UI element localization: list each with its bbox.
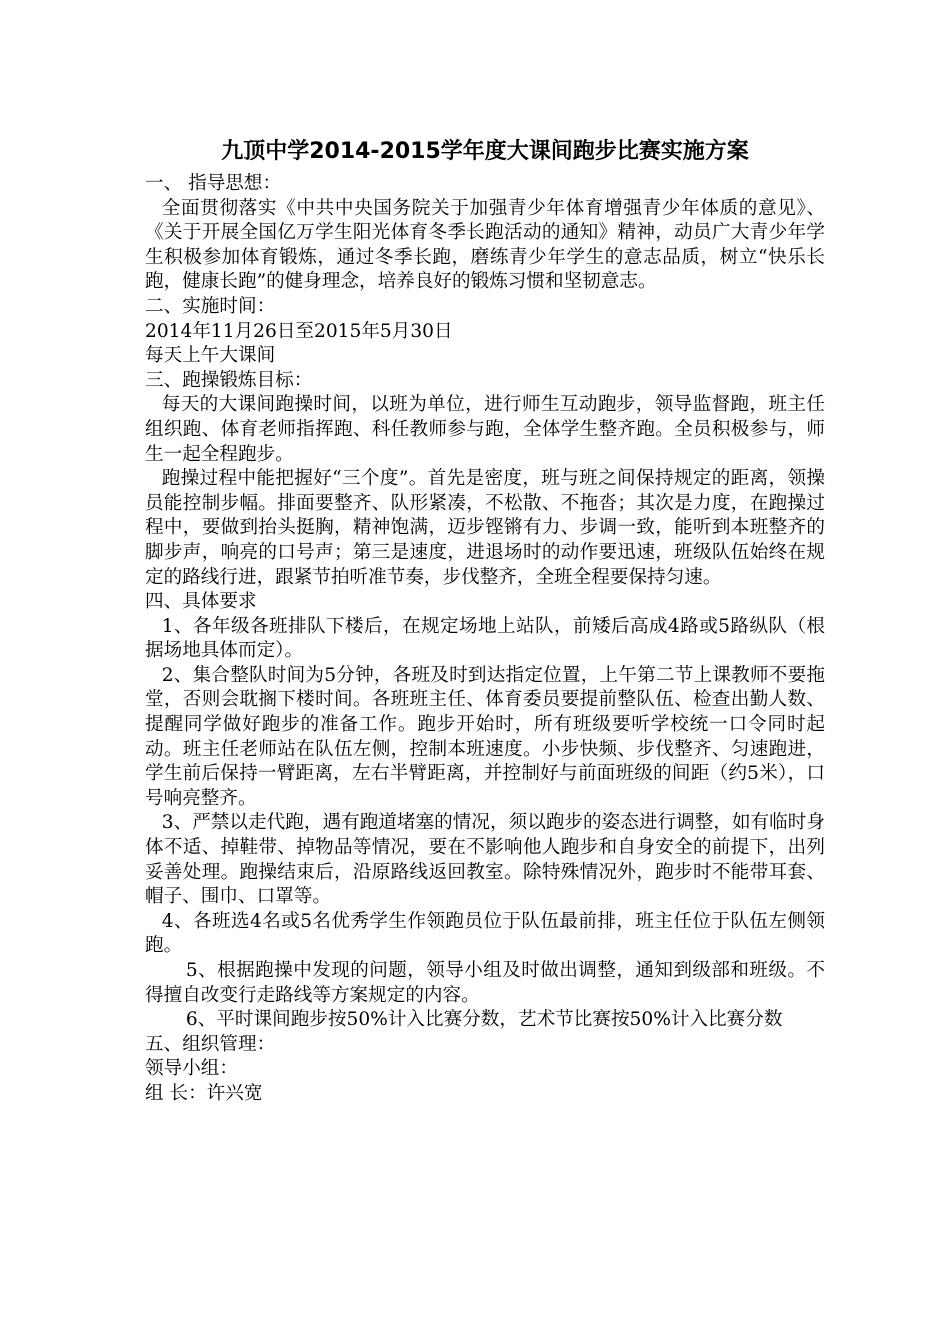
- paragraph: 2014年11月26日至2015年5月30日: [145, 320, 453, 342]
- document-page: [145, 132, 825, 1107]
- paragraph: 2、集合整队时间为5分钟，各班及时到达指定位置，上午第二节上课教师不要拖堂，否则会耽搁下楼时间。各班班主任、体育委员要提前整队伍、检查出勤人数、提醒同学做好跑步的准备工作。跑步开始时，所有班级要听学校统一口令同时起动。班主任老师站在队伍左侧，控制本班速度。小步快频、步伐整齐、匀速跑进，学生前后保持一臂距离，左右半臂距离，并控制好与前面班级的间距（约5米），口号响亮整齐。: [145, 664, 825, 809]
- paragraph: 5、根据跑操中发现的问题，领导小组及时做出调整，通知到级部和班级。不得擅自改变行走路线等方案规定的内容。: [145, 960, 825, 1006]
- document-body: [145, 172, 825, 1107]
- paragraph: 1、各年级各班排队下楼后，在规定场地上站队，前矮后高成4路或5路纵队（根据场地具体而定）。: [145, 615, 825, 662]
- paragraph: 组 长：许兴宽: [145, 1082, 263, 1104]
- paragraph: 跑操过程中能把握好“三个度”。首先是密度，班与班之间保持规定的距离，领操员能控制步幅。排面要整齐、队形紧凑，不松散、不拖沓；其次是力度，在跑操过程中，要做到抬头挺胸，精神饱满，迈步铿锵有力、步调一致，能听到本班整齐的脚步声，响亮的口号声；第三是速度，进退场时的动作要迅速，班级队伍始终在规定的路线行进，跟紧节拍听准节奏，步伐整齐，全班全程要保持匀速。: [145, 468, 825, 588]
- paragraph: 4、各班选4名或5名优秀学生作领跑员位于队伍最前排，班主任位于队伍左侧领跑。: [145, 910, 825, 957]
- paragraph: 每天上午大课间: [145, 345, 276, 367]
- paragraph: 6、平时课间跑步按50%计入比赛分数，艺术节比赛按50%计入比赛分数: [185, 1009, 783, 1031]
- paragraph: 一、 指导思想：: [145, 173, 282, 194]
- paragraph: 三、跑操锻炼目标：: [145, 369, 313, 391]
- paragraph: 四、具体要求: [145, 591, 257, 613]
- paragraph: 全面贯彻落实《中共中央国务院关于加强青少年体育增强青少年体质的意见》、《关于开展全国亿万学生阳光体育冬季长跑活动的通知》精神，动员广大青少年学生积极参加体育锻炼，通过冬季长跑，磨练青少年学生的意志品质，树立“快乐长跑，健康长跑”的健身理念，培养良好的锻炼习惯和坚韧意志。: [145, 197, 825, 293]
- paragraph: 领导小组：: [145, 1058, 238, 1080]
- paragraph: 3、严禁以走代跑，遇有跑道堵塞的情况，须以跑步的姿态进行调整，如有临时身体不适、掉鞋带、掉物品等情况，要在不影响他人跑步和自身安全的前提下，出列妥善处理。跑操结束后，沿原路线返回教室。除特殊情况外，跑步时不能带耳套、帽子、围巾、口罩等。: [145, 812, 825, 908]
- document-title: 九顶中学2014-2015学年度大课间跑步比赛实施方案: [221, 139, 749, 164]
- paragraph: 每天的大课间跑操时间，以班为单位，进行师生互动跑步，领导监督跑，班主任组织跑、体育老师指挥跑、科任教师参与跑，全体学生整齐跑。全员积极参与，师生一起全程跑步。: [145, 394, 825, 465]
- paragraph: 五、组织管理：: [145, 1033, 276, 1055]
- paragraph: 二、实施时间：: [145, 295, 276, 317]
